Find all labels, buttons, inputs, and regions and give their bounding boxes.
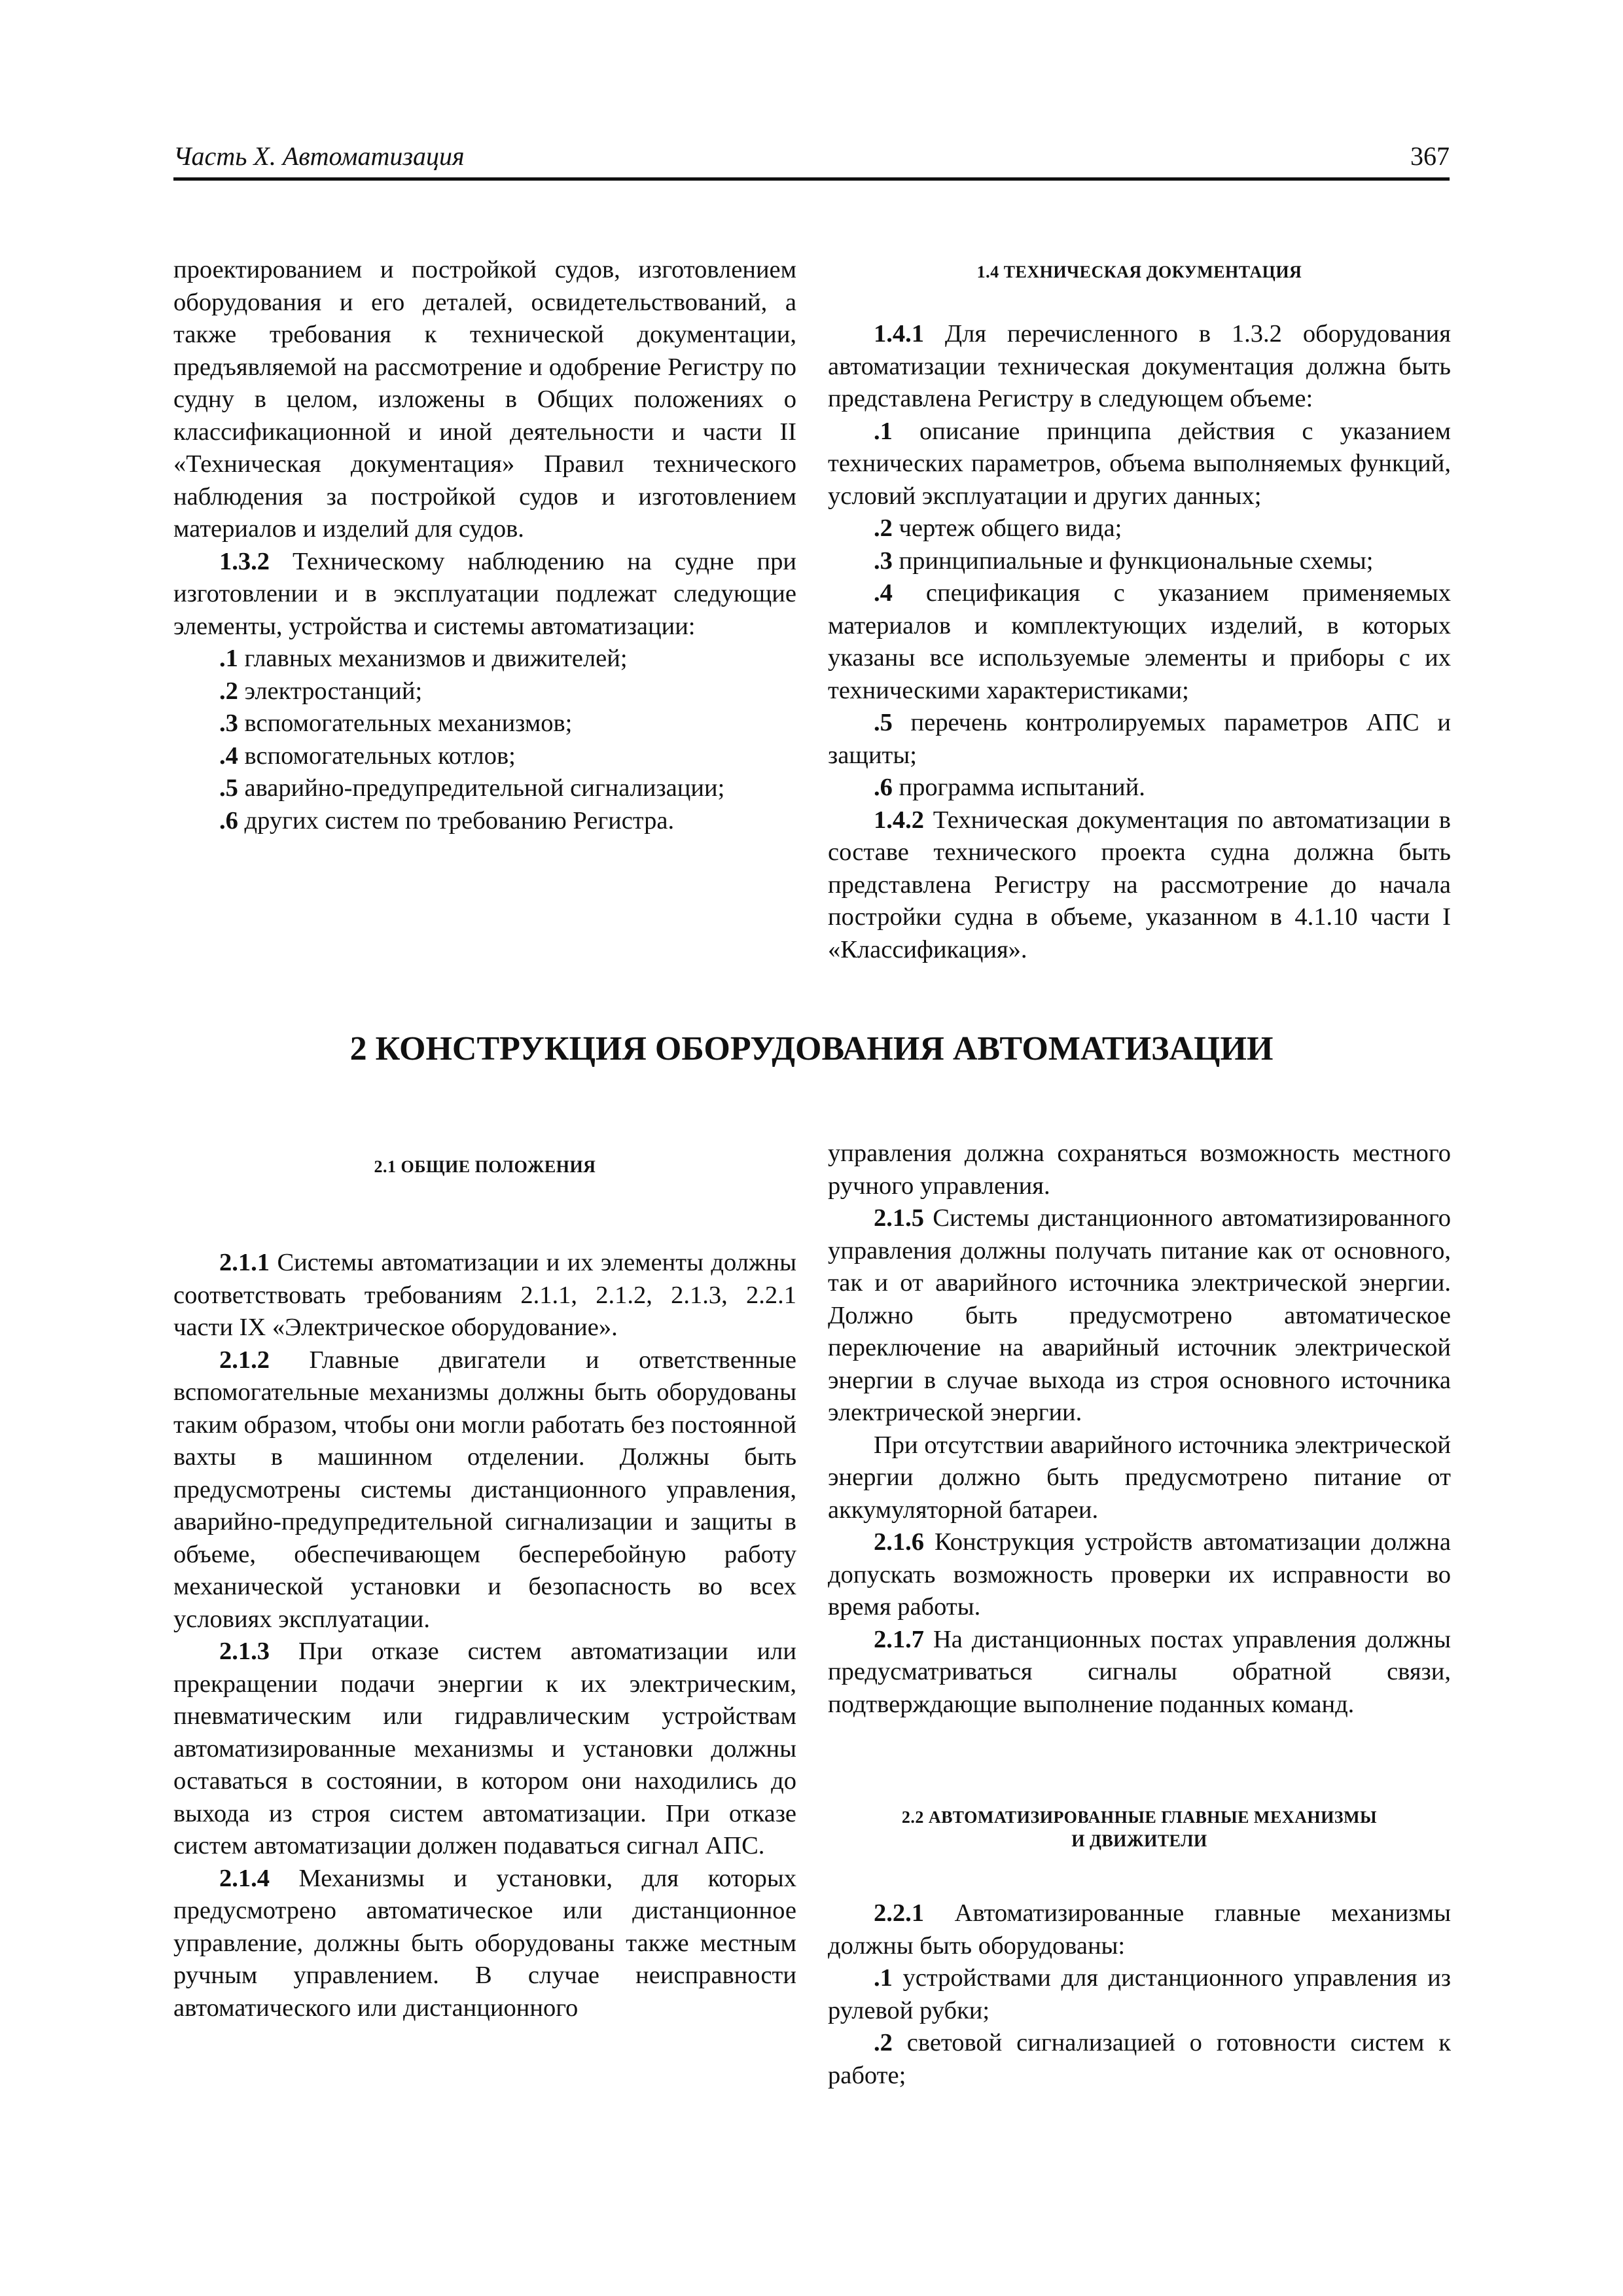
- clause-number: 2.1.3: [219, 1638, 270, 1665]
- clause-text: При отказе систем автоматизации или прекращении подачи энергии к их электрическим, пневматическим или гидравлическим устройствам автоматизированные механизмы и установки должны оставаться в состоянии, в котором они находились до выхода из строя систем автоматизации. При отказе систем автоматизации должен подаваться сигнал АПС.: [173, 1638, 796, 1859]
- clause-number: 2.1.1: [219, 1249, 270, 1276]
- item-text: устройствами для дистанционного управления из рулевой рубки;: [828, 1964, 1451, 2024]
- paragraph-1-3-2: [173, 546, 796, 643]
- paragraph-2-1-7: [828, 1624, 1451, 1721]
- paragraph-1-4-2: [828, 804, 1451, 967]
- clause-text: Системы автоматизации и их элементы должны соответствовать требованиям 2.1.1, 2.1.2, 2.1.3, 2.2.1 части IX «Электрическое оборудование».: [173, 1249, 796, 1341]
- list-item: [828, 707, 1451, 772]
- paragraph-1-4-1: [828, 318, 1451, 416]
- running-header: [173, 141, 1450, 181]
- item-number: .6: [219, 806, 238, 834]
- list-item: [173, 772, 796, 805]
- item-number: .5: [219, 774, 238, 802]
- paragraph-2-1-6: [828, 1526, 1451, 1624]
- list-item: [828, 577, 1451, 707]
- top-right-column: [828, 260, 1451, 966]
- item-text: аварийно-предупредительной сигнализации;: [238, 774, 725, 802]
- item-text: главных механизмов и движителей;: [238, 645, 628, 672]
- item-number: .6: [874, 774, 893, 801]
- section-heading-2-1: 2.1 ОБЩИЕ ПОЛОЖЕНИЯ: [374, 1157, 596, 1176]
- clause-number: 2.1.2: [219, 1346, 270, 1374]
- clause-text: Техническая документация по автоматизации в составе технического проекта судна должна быть представлена Регистру на рассмотрение до начала постройки судна в объеме, указанном в 4.1.10 части I «Классификация».: [828, 806, 1451, 963]
- item-text: спецификация с указанием применяемых материалов и комплектующих изделий, в которых указаны все используемые элементы и приборы с их техническими характеристиками;: [828, 579, 1451, 704]
- paragraph-2-2-1: [828, 1897, 1451, 1962]
- section-heading-2-2-line1: 2.2 АВТОМАТИЗИРОВАННЫЕ ГЛАВНЫЕ МЕХАНИЗМЫ: [901, 1808, 1378, 1827]
- clause-number: 2.1.7: [874, 1625, 924, 1653]
- running-title: Часть X. Автоматизация: [173, 141, 465, 171]
- page-number: 367: [1410, 141, 1450, 171]
- list-item: [173, 675, 796, 708]
- item-number: .4: [219, 742, 238, 770]
- list-item: [173, 740, 796, 773]
- item-text: программа испытаний.: [892, 774, 1145, 801]
- chapter-title: 2 КОНСТРУКЦИЯ ОБОРУДОВАНИЯ АВТОМАТИЗАЦИИ: [349, 1030, 1274, 1067]
- list-item: [173, 708, 796, 740]
- section-heading-2-2-line2: И ДВИЖИТЕЛИ: [1071, 1831, 1207, 1850]
- clause-text: Системы дистанционного автоматизированного управления должны получать питание как от основного, так и от аварийного источника электрической энергии. Должно быть предусмотрено автоматическое переключение на аварийный источник электрической энергии в случае выхода из строя основного источника электрической энергии.: [828, 1204, 1451, 1426]
- item-number: .3: [874, 547, 893, 575]
- item-number: .2: [219, 677, 238, 705]
- list-item: [828, 772, 1451, 804]
- clause-number: 1.3.2: [219, 547, 270, 575]
- intro-paragraph: проектированием и постройкой судов, изготовлением оборудования и его деталей, освидетельствований, а также требования к технической документации, предъявляемой на рассмотрение и одобрение Регистру по судну в целом, изложены в Общих положениях о классификационной и иной деятельности и части II «Техническая документация» Правил технического наблюдения за постройкой судов и изготовлением материалов и изделий для судов.: [173, 256, 796, 543]
- item-text: чертеж общего вида;: [892, 514, 1122, 542]
- paragraph-2-1-2: [173, 1344, 796, 1636]
- clause-text: Главные двигатели и ответственные вспомогательные механизмы должны быть оборудованы таким образом, чтобы они могли работать без постоянной вахты в машинном отделении. Должны быть предусмотрены системы дистанционного управления, аварийно-предупредительной сигнализации и защиты в объеме, обеспечивающем бесперебойную работу механической установки и безопасность во всех условиях эксплуатации.: [173, 1346, 796, 1633]
- item-number: .2: [874, 2029, 893, 2056]
- clause-number: 1.4.1: [874, 320, 924, 348]
- bottom-right-column: [828, 1138, 1451, 2092]
- item-number: .3: [219, 709, 238, 737]
- item-number: .1: [874, 1964, 893, 1992]
- top-left-column: [173, 254, 796, 837]
- clause-number: 2.1.5: [874, 1204, 924, 1232]
- paragraph-2-1-5: [828, 1202, 1451, 1429]
- bottom-left-column: [173, 1155, 796, 2024]
- item-text: световой сигнализацией о готовности систем к работе;: [828, 2029, 1451, 2089]
- item-text: принципиальные и функциональные схемы;: [892, 547, 1374, 575]
- clause-text: Механизмы и установки, для которых предусмотрено автоматическое или дистанционное управление, должны быть оборудованы также местным ручным управлением. В случае неисправности автоматического или дистанционного: [173, 1864, 796, 2022]
- item-number: .5: [874, 709, 893, 736]
- item-text: вспомогательных механизмов;: [238, 709, 573, 737]
- list-item: [828, 416, 1451, 513]
- clause-text: На дистанционных постах управления должны предусматриваться сигналы обратной связи, подтверждающие выполнение поданных команд.: [828, 1625, 1451, 1718]
- clause-text: Для перечисленного в 1.3.2 оборудования автоматизации техническая документация должна быть представлена Регистру в следующем объеме:: [828, 320, 1451, 412]
- item-text: перечень контролируемых параметров АПС и защиты;: [828, 709, 1451, 769]
- list-item: [828, 545, 1451, 578]
- clause-number: 2.1.6: [874, 1528, 924, 1556]
- paragraph-2-1-4: [173, 1863, 796, 2025]
- item-text: электростанций;: [238, 677, 423, 705]
- item-number: .4: [874, 579, 893, 607]
- list-item: [828, 512, 1451, 545]
- list-item: [828, 1962, 1451, 2027]
- list-item: [173, 643, 796, 675]
- item-text: описание принципа действия с указанием технических параметров, объема выполняемых функций, условий эксплуатации и других данных;: [828, 417, 1451, 510]
- list-item: [828, 2027, 1451, 2092]
- paragraph-2-1-1: [173, 1247, 796, 1344]
- clause-number: 1.4.2: [874, 806, 924, 834]
- item-number: .1: [874, 417, 893, 445]
- item-text: вспомогательных котлов;: [238, 742, 516, 770]
- clause-text: Автоматизированные главные механизмы должны быть оборудованы:: [828, 1899, 1451, 1960]
- paragraph-2-1-5-extra: При отсутствии аварийного источника электрической энергии должно быть предусмотрено питание от аккумуляторной батареи.: [828, 1431, 1451, 1524]
- clause-number: 2.1.4: [219, 1864, 270, 1892]
- item-number: .1: [219, 645, 238, 672]
- continued-paragraph: управления должна сохраняться возможность местного ручного управления.: [828, 1139, 1451, 1200]
- item-number: .2: [874, 514, 893, 542]
- clause-number: 2.2.1: [874, 1899, 924, 1927]
- paragraph-2-1-3: [173, 1636, 796, 1863]
- list-item: [173, 805, 796, 838]
- section-heading-1-4: 1.4 ТЕХНИЧЕСКАЯ ДОКУМЕНТАЦИЯ: [976, 262, 1302, 281]
- clause-text: Техническому наблюдению на судне при изготовлении и в эксплуатации подлежат следующие элементы, устройства и системы автоматизации:: [173, 547, 796, 640]
- clause-text: Конструкция устройств автоматизации должна допускать возможность проверки их исправности во время работы.: [828, 1528, 1451, 1621]
- item-text: других систем по требованию Регистра.: [238, 806, 675, 834]
